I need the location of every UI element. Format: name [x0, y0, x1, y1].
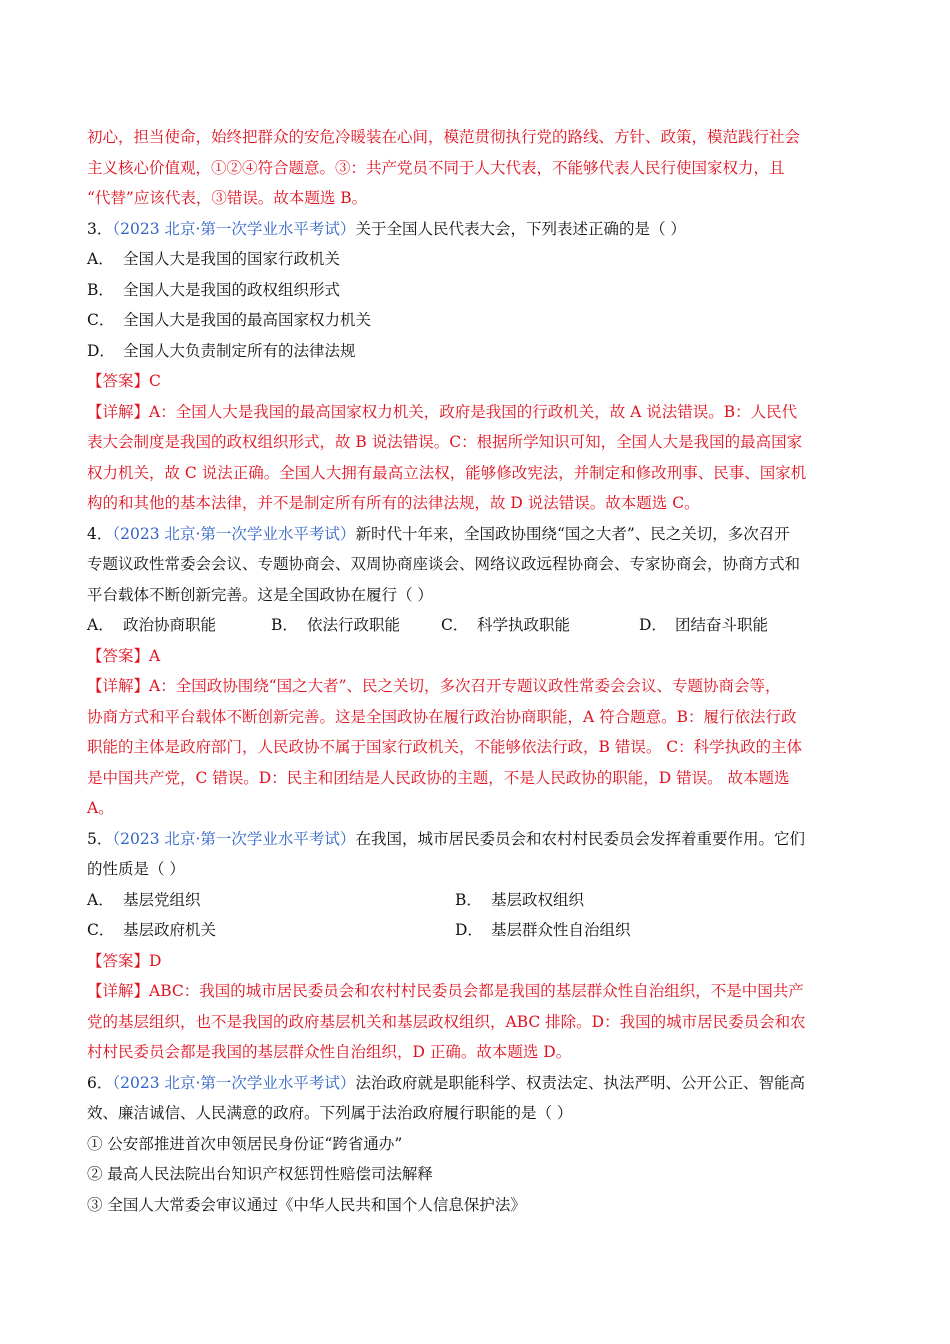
option-label: A．	[87, 250, 114, 268]
question-source: （2023 北京·第一次学业水平考试）	[112, 1073, 356, 1092]
option-a	[87, 244, 863, 275]
option-text: 政治协商职能	[123, 616, 217, 634]
question-stem	[87, 214, 863, 245]
option-text: 依法行政职能	[307, 616, 401, 634]
question-text: 的性质是（ ）	[87, 860, 185, 878]
document-page	[87, 122, 863, 1220]
option-text: 科学执政职能	[477, 616, 571, 634]
explanation-line: 【详解】A：全国政协围绕“国之大者”、民之关切，多次召开专题议政性常委会会议、专题协商会等，	[87, 677, 781, 695]
question-5	[87, 824, 863, 1068]
option-label: D．	[639, 616, 667, 634]
option-a	[87, 610, 271, 641]
question-3	[87, 214, 863, 519]
explanation-line: 【详解】A：全国人大是我国的最高国家权力机关，政府是我国的行政机关，故 A 说法错误。B：人民代	[87, 402, 798, 421]
option-label: C．	[441, 616, 469, 634]
explanation-line: 党的基层组织，也不是我国的政府基层机关和基层政权组织，ABC 排除。D：我国的城市居民委员会和农	[87, 1012, 806, 1031]
option-text: 基层群众性自治组织	[491, 921, 631, 939]
option-text: 基层政权组织	[491, 890, 585, 909]
option-text: 全国人大是我国的政权组织形式	[123, 280, 341, 299]
option-c	[441, 610, 639, 641]
question-source: （2023 北京·第一次学业水平考试）	[112, 219, 356, 238]
option-b	[271, 610, 441, 641]
option-b	[455, 885, 584, 916]
question-stem	[87, 824, 863, 855]
question-number: 3．	[87, 219, 113, 238]
explanation-line: 职能的主体是政府部门，人民政协不属于国家行政机关，不能够依法行政，B 错误。 C：科学执政的主体	[87, 738, 803, 756]
question-text: 在我国，城市居民委员会和农村村民委员会发挥着重要作用。它们	[355, 829, 805, 848]
question-text: 效、廉洁诚信、人民满意的政府。下列属于法治政府履行职能的是（ ）	[87, 1104, 573, 1122]
question-text: 法治政府就是职能科学、权责法定、执法严明、公开公正、智能高	[355, 1073, 805, 1092]
explanation-line: 村村民委员会都是我国的基层群众性自治组织，D 正确。故本题选 D。	[87, 1043, 572, 1061]
options-row	[87, 915, 863, 946]
options-row	[87, 885, 863, 916]
option-label: B．	[87, 280, 114, 299]
option-text: 基层政府机关	[123, 921, 217, 939]
option-label: C．	[87, 921, 115, 939]
explanation-line: 权力机关，故 C 说法正确。全国人大拥有最高立法权，能够修改宪法，并制定和修改刑事、民事、国家机	[87, 463, 807, 482]
options-row	[87, 610, 863, 641]
question-source: （2023 北京·第一次学业水平考试）	[112, 524, 356, 543]
option-d	[639, 610, 768, 641]
statement-item: ③ 全国人大常委会审议通过《中华人民共和国个人信息保护法》	[87, 1195, 526, 1214]
statement-item: ① 公安部推进首次申领居民身份证“跨省通办”	[87, 1134, 403, 1153]
explanation-line: 主义核心价值观，①②④符合题意。③：共产党员不同于人大代表，不能够代表人民行使国家权力，且	[87, 158, 785, 177]
option-c	[87, 915, 455, 946]
option-label: A．	[87, 616, 114, 634]
option-c	[87, 305, 863, 336]
explanation-line: 构的和其他的基本法律，并不是制定所有所有的法律法规，故 D 说法错误。故本题选 C。	[87, 494, 700, 512]
option-text: 基层党组织	[123, 890, 201, 909]
option-a	[87, 885, 455, 916]
question-text: 专题议政性常委会会议、专题协商会、双周协商座谈会、网络议政远程协商会、专家协商会，协商方式和	[87, 555, 801, 573]
option-text: 全国人大负责制定所有的法律法规	[123, 341, 356, 360]
option-text: 团结奋斗职能	[675, 616, 769, 634]
prev-explanation	[87, 122, 863, 214]
option-label: B．	[271, 616, 298, 634]
explanation-line: 【详解】ABC：我国的城市居民委员会和农村村民委员会都是我国的基层群众性自治组织，不是中国共产	[87, 982, 804, 1000]
question-number: 5．	[87, 829, 113, 848]
question-number: 4．	[87, 524, 113, 543]
answer: 【答案】D	[87, 951, 162, 970]
option-text: 全国人大是我国的最高国家权力机关	[123, 311, 372, 329]
option-label: D．	[87, 341, 115, 360]
question-6	[87, 1068, 863, 1221]
question-stem	[87, 1068, 863, 1099]
explanation-line: 初心，担当使命，始终把群众的安危冷暖装在心间，模范贯彻执行党的路线、方针、政策，模范践行社会	[87, 128, 801, 146]
explanation-line: 表大会制度是我国的政权组织形式，故 B 说法错误。C：根据所学知识可知，全国人大是我国的最高国家	[87, 433, 803, 451]
option-text: 全国人大是我国的国家行政机关	[123, 250, 341, 268]
answer: 【答案】C	[87, 372, 161, 390]
question-number: 6．	[87, 1073, 113, 1092]
option-label: A．	[87, 890, 114, 909]
answer: 【答案】A	[87, 646, 161, 665]
explanation-line: 是中国共产党，C 错误。D：民主和团结是人民政协的主题，不是人民政协的职能，D 错误。 故本题选	[87, 768, 790, 787]
explanation-line: “代替”应该代表，③错误。故本题选 B。	[87, 189, 368, 207]
question-stem	[87, 519, 863, 550]
option-d	[87, 336, 863, 367]
option-label: D．	[455, 921, 483, 939]
statement-item: ② 最高人民法院出台知识产权惩罚性赔偿司法解释	[87, 1165, 433, 1183]
explanation-line: 协商方式和平台载体不断创新完善。这是全国政协在履行政治协商职能，A 符合题意。B：履行依法行政	[87, 707, 797, 726]
option-d	[455, 915, 631, 946]
option-b	[87, 275, 863, 306]
question-text: 关于全国人民代表大会，下列表述正确的是（ ）	[355, 219, 686, 238]
question-source: （2023 北京·第一次学业水平考试）	[112, 829, 356, 848]
question-4	[87, 519, 863, 824]
question-text: 平台载体不断创新完善。这是全国政协在履行（ ）	[87, 585, 433, 604]
question-text: 新时代十年来，全国政协围绕“国之大者”、民之关切，多次召开	[355, 524, 790, 543]
option-label: C．	[87, 311, 115, 329]
explanation-line: A。	[87, 799, 114, 817]
option-label: B．	[455, 890, 482, 909]
